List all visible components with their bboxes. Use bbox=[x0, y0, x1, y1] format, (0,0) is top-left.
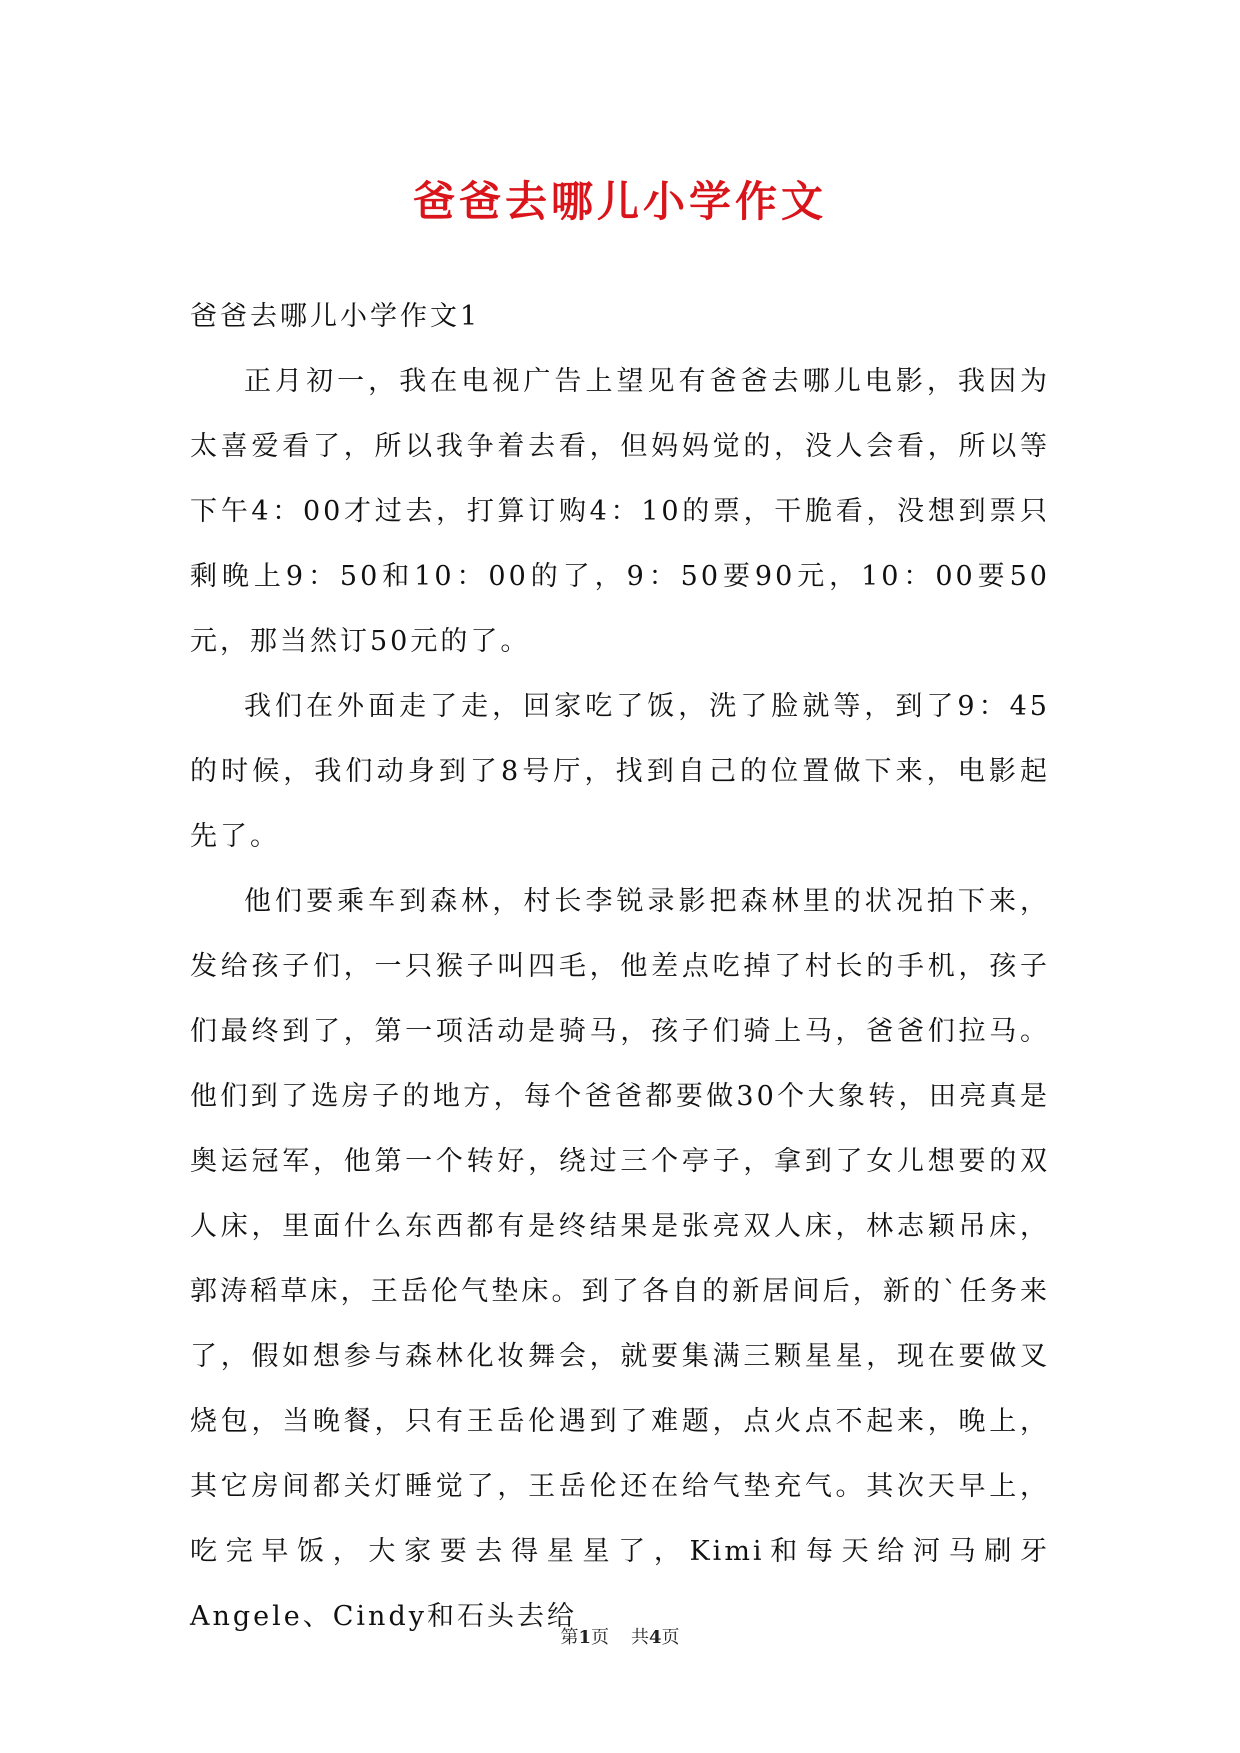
paragraph-2: 我们在外面走了走，回家吃了饭，洗了脸就等，到了9：45的时候，我们动身到了8号厅，找到自己的位置做下来，电影起先了。 bbox=[190, 691, 1050, 852]
document-title: 爸爸去哪儿小学作文 bbox=[412, 177, 827, 226]
total-page-number: 4 bbox=[649, 1627, 662, 1648]
current-page-number: 1 bbox=[578, 1627, 591, 1648]
paragraph-1: 正月初一，我在电视广告上望见有爸爸去哪儿电影，我因为太喜爱看了，所以我争着去看，但妈妈觉的，没人会看，所以等下午4：00才过去，打算订购4：10的票，干脆看，没想到票只剩晚上9：50和10：00的了，9：50要90元，10：00要50元，那当然订50元的了。 bbox=[190, 366, 1050, 657]
total-suffix: 页 bbox=[661, 1627, 680, 1648]
document-body bbox=[190, 284, 1050, 1649]
total-prefix: 共 bbox=[631, 1627, 649, 1648]
page-suffix: 页 bbox=[591, 1627, 609, 1648]
section-subheading: 爸爸去哪儿小学作文1 bbox=[190, 301, 481, 332]
page-prefix: 第 bbox=[560, 1627, 579, 1648]
page-footer bbox=[0, 1626, 1240, 1650]
paragraph-3: 他们要乘车到森林，村长李锐录影把森林里的状况拍下来，发给孩子们，一只猴子叫四毛，他差点吃掉了村长的手机，孩子们最终到了，第一项活动是骑马，孩子们骑上马，爸爸们拉马。他们到了选房子的地方，每个爸爸都要做30个大象转，田亮真是奥运冠军，他第一个转好，绕过三个亭子，拿到了女儿想要的双人床，里面什么东西都有是终结果是张亮双人床，林志颖吊床，郭涛稻草床，王岳伦气垫床。到了各自的新居间后，新的`任务来了，假如想参与森林化妆舞会，就要集满三颗星星，现在要做叉烧包，当晚餐，只有王岳伦遇到了难题，点火点不起来，晚上，其它房间都关灯睡觉了，王岳伦还在给气垫充气。其次天早上，吃完早饭，大家要去得星星了，Kimi和每天给河马刷牙Angele、Cindy和石头去给 bbox=[190, 886, 1050, 1632]
